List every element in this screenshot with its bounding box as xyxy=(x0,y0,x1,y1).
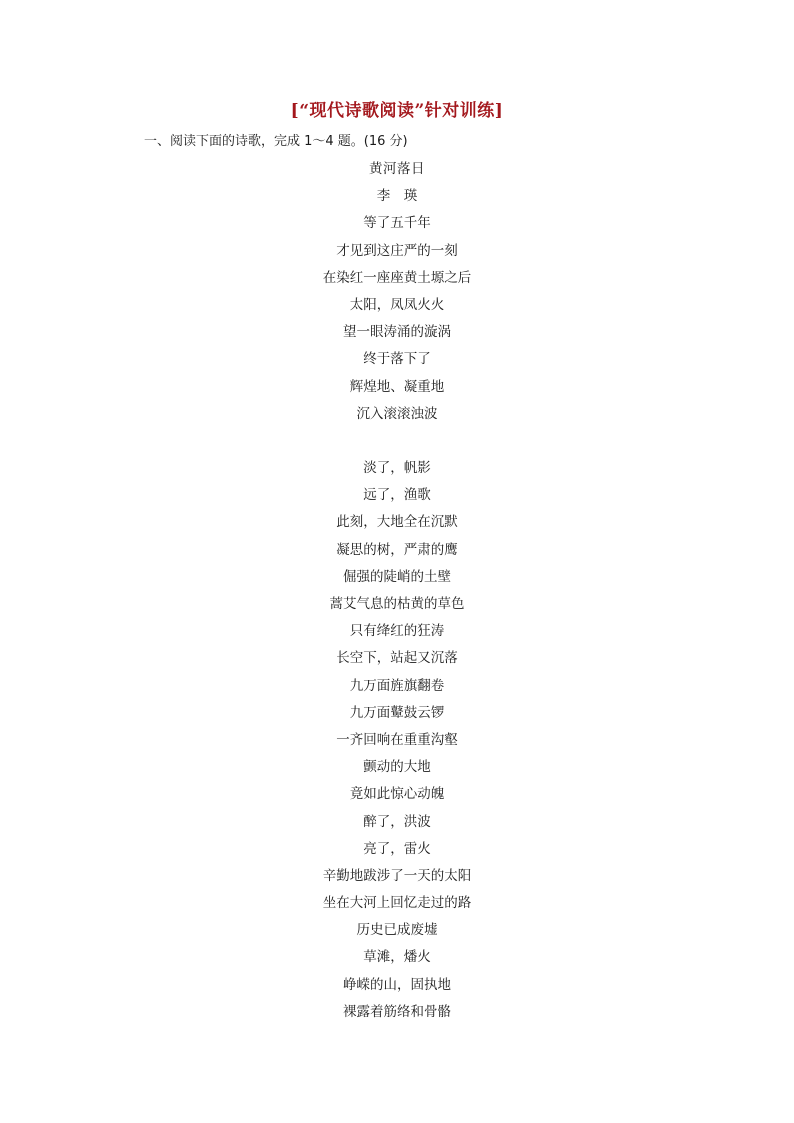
stanza-break xyxy=(0,431,794,458)
poem-line: 望一眼涛涌的漩涡 xyxy=(343,324,451,341)
poem-line: 一齐回响在重重沟壑 xyxy=(336,731,458,748)
poem-line: 太阳，凤凤火火 xyxy=(349,296,445,313)
poem-line: 凝思的树，严肃的鹰 xyxy=(336,541,458,558)
poem-title: 黄河落日 xyxy=(369,161,425,177)
poem-line: 颤动的大地 xyxy=(363,759,431,776)
poem-line: 竟如此惊心动魄 xyxy=(349,786,445,803)
poem-line: 坐在大河上回忆走过的路 xyxy=(322,895,472,912)
poem-line: 等了五千年 xyxy=(363,215,431,232)
poem-line: 辛勤地跋涉了一天的太阳 xyxy=(322,867,472,884)
poem-line: 草滩，燔火 xyxy=(363,949,431,966)
poem-stanza-2 xyxy=(0,458,794,1029)
poem-line: 终于落下了 xyxy=(363,351,431,368)
poem-line: 沉入滚滚浊波 xyxy=(356,405,438,422)
poem-line: 淡了，帆影 xyxy=(363,460,431,477)
poem-line: 长空下，站起又沉落 xyxy=(336,650,458,667)
poem-line: 蒿艾气息的枯黄的草色 xyxy=(329,596,465,612)
poem-line: 远了，渔歌 xyxy=(363,487,431,504)
poem-line: 辉煌地、凝重地 xyxy=(349,378,445,395)
poem-line: 亮了，雷火 xyxy=(363,840,431,857)
poem-line: 在染红一座座黄土塬之后 xyxy=(322,269,472,286)
poem-author: 李 瑛 xyxy=(376,188,418,205)
poem-line: 倔强的陡峭的土壁 xyxy=(343,568,451,585)
poem-line: 此刻，大地全在沉默 xyxy=(336,514,458,531)
poem xyxy=(0,159,794,1029)
question-instruction: 一、阅读下面的诗歌，完成 1～4 题。(16 分) xyxy=(144,134,408,149)
poem-line: 历史已成废墟 xyxy=(356,922,438,939)
poem-line: 裸露着筋络和骨骼 xyxy=(343,1003,451,1020)
poem-line: 醉了，洪波 xyxy=(363,813,431,830)
poem-stanza-1 xyxy=(0,213,794,431)
poem-line: 九万面旌旗翻卷 xyxy=(349,677,445,694)
poem-line: 峥嵘的山，固执地 xyxy=(343,976,451,993)
poem-line: 只有绛红的狂涛 xyxy=(349,623,445,640)
section-heading: [“现代诗歌阅读”针对训练] xyxy=(290,101,504,121)
poem-line: 九万面鼙鼓云锣 xyxy=(349,704,445,721)
poem-line: 才见到这庄严的一刻 xyxy=(336,242,458,259)
